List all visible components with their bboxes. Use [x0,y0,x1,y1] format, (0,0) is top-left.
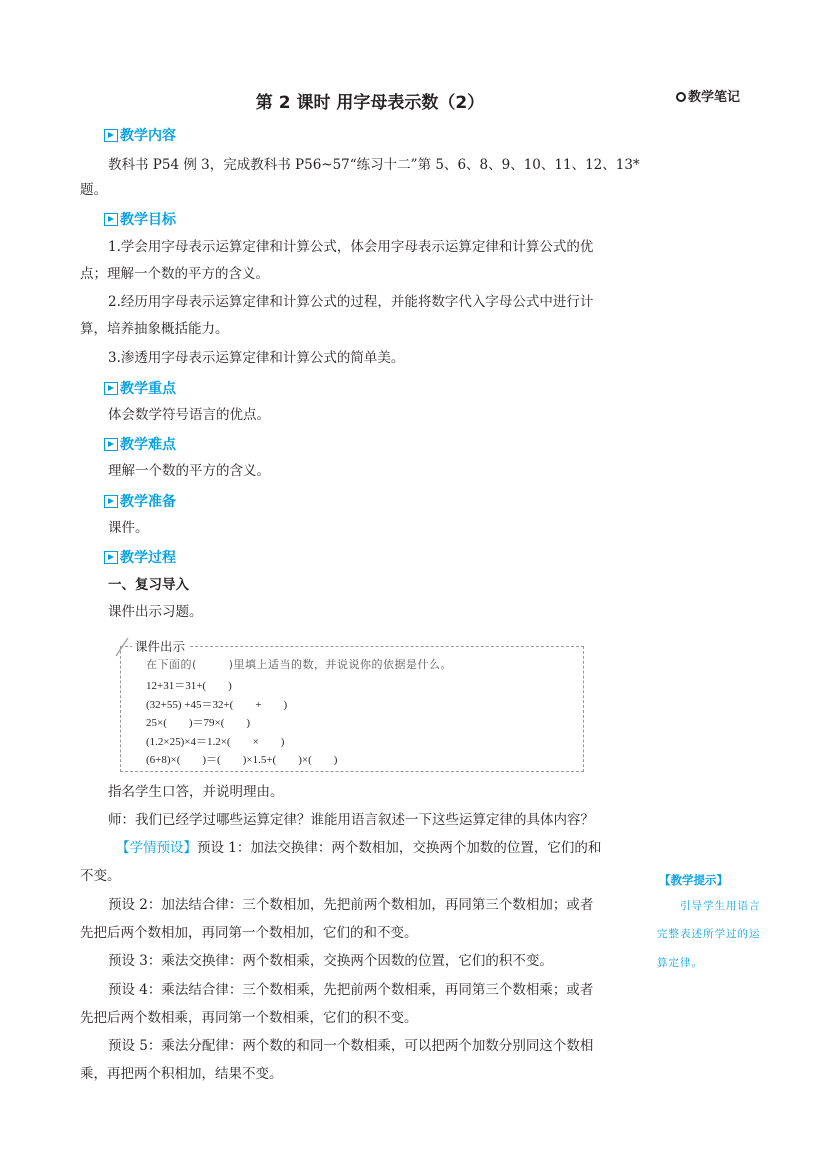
section-process [104,547,176,567]
preset-line: 乘，再把两个积相加，结果不变。 [80,1066,283,1082]
content-line: 教科书 P54 例 3，完成教科书 P56~57“练习十二”第 5、6、8、9、10、11、12、13* [108,157,640,173]
section-label: 教学准备 [120,494,176,510]
step-heading: 一、复习导入 [108,577,189,593]
section-key-points [104,378,176,398]
teaching-tip-line: 完整表述所学过的运 [657,928,761,940]
teaching-notes-label [676,86,740,105]
teaching-tip-title: 【教学提示】 [659,873,728,887]
preset-line: 预设 5：乘法分配律：两个数的和同一个数相乘，可以把两个加数分别同这个数相 [108,1038,594,1054]
goal-line: 1.学会用字母表示运算定律和计算公式，体会用字母表示运算定律和计算公式的优 [108,239,594,255]
play-icon [104,438,118,451]
section-label: 教学重点 [120,381,176,397]
circle-icon [676,92,686,102]
exercise-box-label: 课件出示 [132,637,188,655]
page-title: 第 2 课时 用字母表示数（2） [255,93,485,113]
section-label: 教学内容 [120,128,176,144]
preset-text: 预设 1：加法交换律：两个数相加，交换两个加数的位置，它们的和 [197,840,602,856]
preset-line: 预设 3：乘法交换律：两个数相乘，交换两个因数的位置，它们的积不变。 [108,953,553,969]
play-icon [104,551,118,564]
exercise-instruction: 在下面的( )里填上适当的数，并说说你的依据是什么。 [146,658,453,671]
teaching-tip-line: 引导学生用语言 [680,900,761,912]
section-preparation [104,491,176,511]
preset-line: 预设 4：乘法结合律：三个数相乘，先把前两个数相乘，再同第三个数相乘；或者 [108,982,594,998]
goal-line: 算，培养抽象概括能力。 [80,321,229,337]
exercise-line: (6+8)×( )＝( )×1.5+( )×( ) [146,754,338,766]
prep-text: 课件。 [108,520,149,536]
key-point-text: 体会数学符号语言的优点。 [108,407,270,423]
goal-line: 点；理解一个数的平方的含义。 [80,266,269,282]
preset-line: 先把后两个数相乘，再同第一个数相乘，它们的积不变。 [80,1010,418,1026]
process-line: 指名学生口答，并说明理由。 [108,784,284,800]
preset-line: 预设 2：加法结合律：三个数相加，先把前两个数相加，再同第三个数相加；或者 [108,897,594,913]
section-label: 教学难点 [120,437,176,453]
section-teaching-goals [104,209,176,229]
process-line: 课件出示习题。 [108,604,203,620]
play-icon [104,213,118,226]
exercise-line: (1.2×25)×4＝1.2×( × ) [146,736,285,748]
preset-line: 先把后两个数相加，再同第一个数相加，它们的和不变。 [80,925,418,941]
teaching-notes-text: 教学笔记 [688,90,741,105]
preset-1-line [116,839,601,857]
play-icon [104,382,118,395]
section-label: 教学过程 [120,550,176,566]
teaching-tip-line: 算定律。 [657,957,703,969]
preset-line: 不变。 [80,868,121,884]
content-line: 题。 [80,182,107,198]
teacher-question: 师：我们已经学过哪些运算定律？谁能用语言叙述一下这些运算定律的具体内容？ [108,812,594,828]
section-difficulties [104,434,176,454]
section-label: 教学目标 [120,212,176,228]
exercise-line: 12+31＝31+( ) [146,680,232,692]
difficulty-text: 理解一个数的平方的含义。 [108,463,270,479]
goal-line: 3.渗透用字母表示运算定律和计算公式的简单美。 [108,350,405,366]
preset-tag: 【学情预设】 [116,840,197,856]
exercise-line: (32+55) +45＝32+( + ) [146,699,288,711]
exercise-line: 25×( )＝79×( ) [146,717,251,729]
box-corner-slash [114,636,134,658]
play-icon [104,495,118,508]
goal-line: 2.经历用字母表示运算定律和计算公式的过程，并能将数字代入字母公式中进行计 [108,294,594,310]
section-teaching-content [104,125,176,145]
play-icon [104,129,118,142]
